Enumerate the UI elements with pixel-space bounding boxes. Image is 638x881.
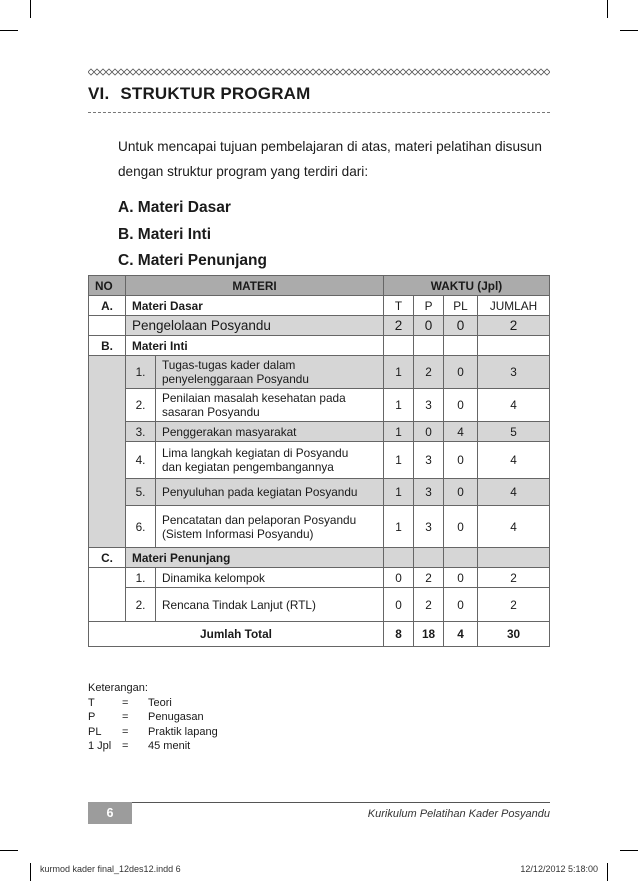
cell-t: 1 xyxy=(384,479,414,506)
cell-pl: 0 xyxy=(444,389,478,422)
cell-pl: 4 xyxy=(444,422,478,442)
note-eq: = xyxy=(122,711,129,723)
row-label: Rencana Tindak Lanjut (RTL) xyxy=(156,588,384,622)
list-item: A. Materi Dasar xyxy=(118,199,231,216)
table-row xyxy=(89,479,550,506)
note-item xyxy=(88,739,218,754)
total-p: 18 xyxy=(414,622,444,647)
note-value: 45 menit xyxy=(148,740,191,752)
cell-p: 2 xyxy=(414,356,444,389)
group-a-no: A. xyxy=(89,296,126,316)
total-label: Jumlah Total xyxy=(89,622,384,647)
group-b-no: B. xyxy=(89,336,126,356)
cell-p: 2 xyxy=(414,588,444,622)
row-no: 2. xyxy=(126,588,156,622)
empty-cell xyxy=(384,336,414,356)
row-label-line1: Pencatatan dan pelaporan Posyandu xyxy=(162,512,357,527)
note-item xyxy=(88,696,218,711)
crop-mark xyxy=(607,863,608,881)
total-row xyxy=(89,622,550,647)
row-label-line2: (Sistem Informasi Posyandu) xyxy=(162,526,314,541)
empty-cell xyxy=(478,336,550,356)
empty-cell xyxy=(444,548,478,568)
cell-jumlah: 2 xyxy=(478,568,550,588)
section-title: STRUKTUR PROGRAM xyxy=(120,84,311,103)
row-no: 2. xyxy=(126,389,156,422)
empty-cell xyxy=(444,336,478,356)
cell-jumlah: 5 xyxy=(478,422,550,442)
total-t: 8 xyxy=(384,622,414,647)
page-number: 6 xyxy=(88,802,132,824)
row-label-line2: dan kegiatan pengembangannya xyxy=(162,460,334,474)
header-materi: MATERI xyxy=(126,276,384,296)
col-p-label: P xyxy=(414,296,444,316)
table-row xyxy=(89,389,550,422)
note-eq: = xyxy=(122,725,129,738)
cell-p: 3 xyxy=(414,442,444,479)
cell-jumlah: 2 xyxy=(478,588,550,622)
slug-timestamp: 12/12/2012 5:18:00 xyxy=(520,864,598,874)
col-pl-label: PL xyxy=(444,296,478,316)
list-item: C. Materi Penunjang xyxy=(118,252,267,269)
cell-p: 3 xyxy=(414,479,444,506)
cell-p: 0 xyxy=(414,316,444,336)
group-b-title: Materi Inti xyxy=(126,336,384,356)
note-item xyxy=(88,710,218,725)
group-a-title: Materi Dasar xyxy=(126,296,384,316)
cell-jumlah: 4 xyxy=(478,506,550,548)
cell-pl: 0 xyxy=(444,506,478,548)
crop-mark xyxy=(620,850,638,851)
row-no: 3. xyxy=(126,422,156,442)
note-key: P xyxy=(88,711,96,723)
row-label-line1: Tugas-tugas kader dalam xyxy=(162,358,296,372)
note-key: T xyxy=(88,696,95,709)
notes xyxy=(88,681,218,754)
cell-p: 3 xyxy=(414,389,444,422)
row-label: Pengelolaan Posyandu xyxy=(126,316,384,336)
empty-cell xyxy=(384,548,414,568)
section-heading xyxy=(88,84,311,104)
row-no: 1. xyxy=(126,356,156,389)
cell-pl: 0 xyxy=(444,316,478,336)
header-waktu: WAKTU (Jpl) xyxy=(384,276,550,296)
cell-jumlah: 4 xyxy=(478,442,550,479)
materi-list xyxy=(118,195,267,275)
cell-pl: 0 xyxy=(444,442,478,479)
empty-cell xyxy=(478,548,550,568)
row-label xyxy=(156,389,384,422)
notes-title: Keterangan: xyxy=(88,682,148,694)
table-row xyxy=(89,442,550,479)
note-key: 1 Jpl xyxy=(88,740,112,752)
cell-t: 2 xyxy=(384,316,414,336)
group-a-title-row xyxy=(89,296,550,316)
table-row xyxy=(89,568,550,588)
crop-mark xyxy=(30,863,31,881)
note-eq: = xyxy=(122,740,129,752)
row-label xyxy=(156,506,384,548)
cell-t: 1 xyxy=(384,442,414,479)
note-item xyxy=(88,725,218,740)
empty-cell xyxy=(414,548,444,568)
row-label: Dinamika kelompok xyxy=(156,568,384,588)
section-number: VI. xyxy=(88,84,110,103)
crop-mark xyxy=(0,850,18,851)
table-row xyxy=(89,356,550,389)
cell-t: 1 xyxy=(384,506,414,548)
cell-p: 3 xyxy=(414,506,444,548)
table-row xyxy=(89,588,550,622)
decorative-zigzag-rule xyxy=(88,68,550,76)
note-value: Penugasan xyxy=(148,711,204,723)
table-row xyxy=(89,506,550,548)
cell-p: 2 xyxy=(414,568,444,588)
row-no: 6. xyxy=(126,506,156,548)
note-eq: = xyxy=(122,696,129,709)
cell-pl: 0 xyxy=(444,588,478,622)
row-no: 1. xyxy=(126,568,156,588)
row-label-line1: Lima langkah kegiatan di Posyandu xyxy=(162,446,349,460)
table-row xyxy=(89,316,550,336)
crop-mark xyxy=(607,0,608,18)
heading-divider xyxy=(88,112,550,113)
crop-mark xyxy=(620,30,638,31)
cell-pl: 0 xyxy=(444,568,478,588)
note-value: Praktik lapang xyxy=(148,725,218,738)
cell-p: 0 xyxy=(414,422,444,442)
group-c-title: Materi Penunjang xyxy=(126,548,384,568)
group-c-spacer xyxy=(89,568,126,622)
row-label: Penyuluhan pada kegiatan Posyandu xyxy=(156,479,384,506)
group-c-title-row xyxy=(89,548,550,568)
header-no: NO xyxy=(89,276,126,296)
list-item: B. Materi Inti xyxy=(118,225,212,243)
cell-t: 1 xyxy=(384,389,414,422)
table-header-row xyxy=(89,276,550,296)
col-t-label: T xyxy=(384,296,414,316)
group-c-no: C. xyxy=(89,548,126,568)
total-jumlah: 30 xyxy=(478,622,550,647)
total-pl: 4 xyxy=(444,622,478,647)
cell-t: 1 xyxy=(384,422,414,442)
cell-pl: 0 xyxy=(444,356,478,389)
cell-jumlah: 2 xyxy=(478,316,550,336)
row-label-line2: sasaran Posyandu xyxy=(162,405,260,419)
intro-paragraph: Untuk mencapai tujuan pembelajaran di atas, materi pelatihan disusun dengan struktur program yang terdiri dari: xyxy=(118,139,542,179)
cell-t: 1 xyxy=(384,356,414,389)
program-structure-table xyxy=(88,275,550,647)
group-b-title-row xyxy=(89,336,550,356)
cell-jumlah: 3 xyxy=(478,356,550,389)
footer-divider xyxy=(88,802,550,803)
cell-pl: 0 xyxy=(444,479,478,506)
row-label xyxy=(156,442,384,479)
row-no: 5. xyxy=(126,479,156,506)
empty-cell xyxy=(414,336,444,356)
note-value: Teori xyxy=(148,696,172,709)
crop-mark xyxy=(0,30,18,31)
row-label-line1: Penilaian masalah kesehatan pada xyxy=(162,391,346,405)
cell-t: 0 xyxy=(384,568,414,588)
row-no: 4. xyxy=(126,442,156,479)
empty-cell xyxy=(89,316,126,336)
note-key: PL xyxy=(88,725,102,738)
slug-filename: kurmod kader final_12des12.indd 6 xyxy=(40,864,181,874)
row-label-line2: penyelenggaraan Posyandu xyxy=(162,372,309,386)
row-label xyxy=(156,356,384,389)
cell-jumlah: 4 xyxy=(478,389,550,422)
group-b-spacer xyxy=(89,356,126,548)
cell-t: 0 xyxy=(384,588,414,622)
crop-mark xyxy=(30,0,31,18)
row-label: Penggerakan masyarakat xyxy=(156,422,384,442)
table-row xyxy=(89,422,550,442)
col-jumlah-label: JUMLAH xyxy=(478,296,550,316)
running-title: Kurikulum Pelatihan Kader Posyandu xyxy=(367,808,550,820)
cell-jumlah: 4 xyxy=(478,479,550,506)
